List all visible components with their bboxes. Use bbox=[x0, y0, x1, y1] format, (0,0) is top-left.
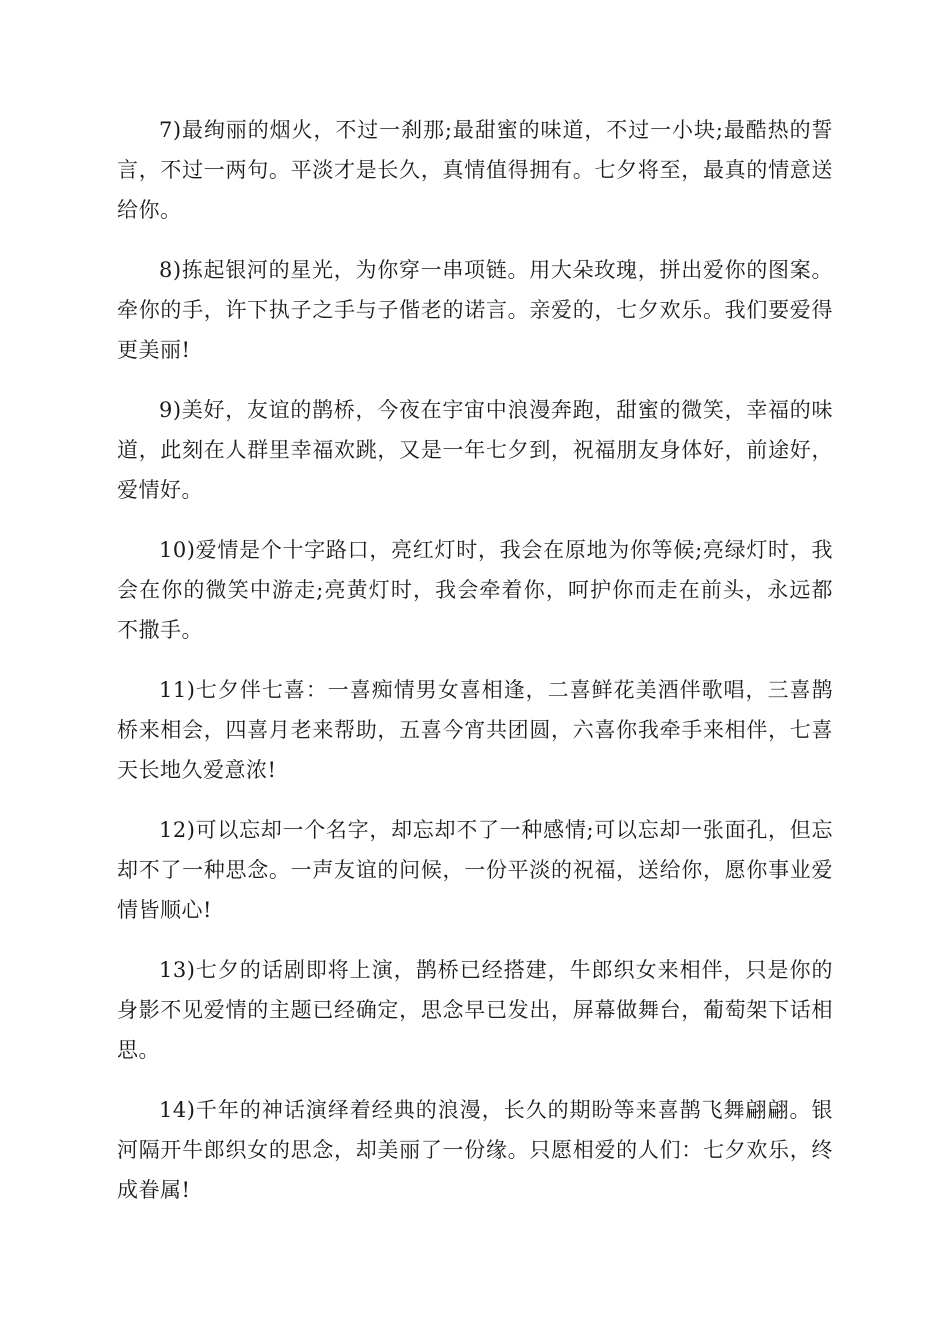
paragraph-12: 12)可以忘却一个名字，却忘却不了一种感情;可以忘却一张面孔，但忘却不了一种思念。一声友谊的问候，一份平淡的祝福，送给你，愿你事业爱情皆顺心! bbox=[117, 818, 833, 922]
paragraph-9: 9)美好，友谊的鹊桥，今夜在宇宙中浪漫奔跑，甜蜜的微笑，幸福的味道，此刻在人群里幸福欢跳，又是一年七夕到，祝福朋友身体好，前途好，爱情好。 bbox=[117, 398, 833, 502]
paragraph-11: 11)七夕伴七喜：一喜痴情男女喜相逢，二喜鲜花美酒伴歌唱，三喜鹊桥来相会，四喜月老来帮助，五喜今宵共团圆，六喜你我牵手来相伴，七喜天长地久爱意浓! bbox=[117, 678, 833, 782]
paragraph-13: 13)七夕的话剧即将上演，鹊桥已经搭建，牛郎织女来相伴，只是你的身影不见爱情的主题已经确定，思念早已发出，屏幕做舞台，葡萄架下话相思。 bbox=[117, 958, 833, 1062]
paragraph-14: 14)千年的神话演绎着经典的浪漫，长久的期盼等来喜鹊飞舞翩翩。银河隔开牛郎织女的思念，却美丽了一份缘。只愿相爱的人们：七夕欢乐，终成眷属! bbox=[117, 1098, 833, 1202]
paragraph-8: 8)拣起银河的星光，为你穿一串项链。用大朵玫瑰，拼出爱你的图案。牵你的手，许下执子之手与子偕老的诺言。亲爱的，七夕欢乐。我们要爱得更美丽! bbox=[117, 258, 833, 362]
paragraph-7: 7)最绚丽的烟火，不过一刹那;最甜蜜的味道，不过一小块;最酷热的誓言，不过一两句。平淡才是长久，真情值得拥有。七夕将至，最真的情意送给你。 bbox=[117, 118, 833, 222]
document-body bbox=[117, 110, 833, 1230]
paragraph-10: 10)爱情是个十字路口，亮红灯时，我会在原地为你等候;亮绿灯时，我会在你的微笑中游走;亮黄灯时，我会牵着你，呵护你而走在前头，永远都不撒手。 bbox=[117, 538, 833, 642]
